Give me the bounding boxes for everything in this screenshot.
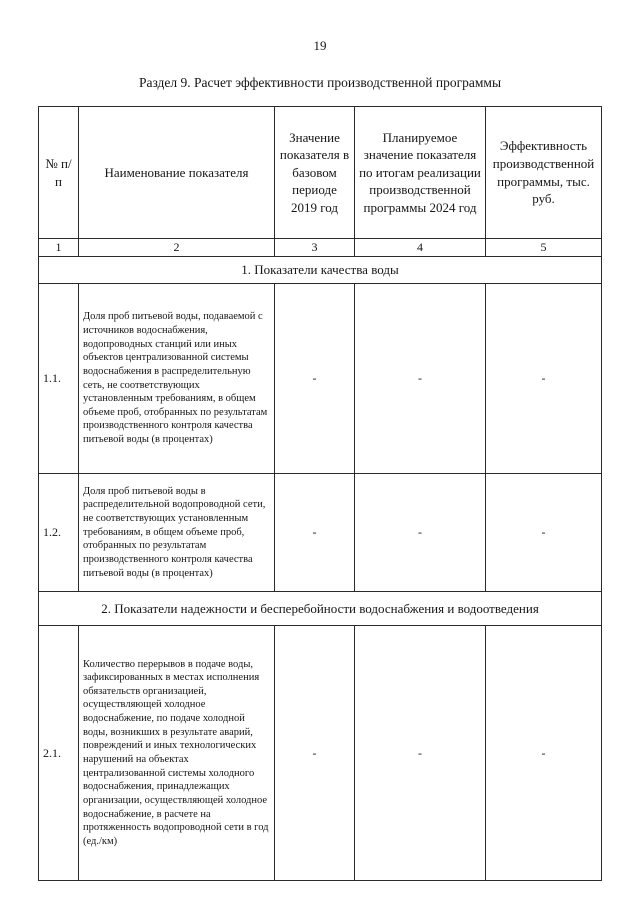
section-title: 1. Показатели качества воды: [39, 257, 602, 284]
header-cell-planned-value-2024: Планируемое значение показателя по итогам реализации производственной программы 2024 год: [355, 107, 486, 239]
page-number: 19: [313, 38, 327, 53]
column-number-cell: 4: [355, 239, 486, 257]
table-row: [39, 284, 602, 474]
table-row: [39, 626, 602, 881]
section-title-row-1: [39, 257, 602, 284]
column-number-cell: 5: [486, 239, 602, 257]
table-row: [39, 474, 602, 592]
indicator-name-cell: Доля проб питьевой воды в распределительной водопроводной сети, не соответствующих установленным требованиям, в общем объеме проб, отобранных по результатам производственного контроля качества питьевой воды (в процентах): [79, 474, 275, 592]
indicators-table: [38, 106, 602, 881]
row-number-cell: 1.2.: [39, 474, 79, 592]
column-number-cell: 1: [39, 239, 79, 257]
header-cell-base-value-2019: Значение показателя в базовом периоде 2019 год: [275, 107, 355, 239]
value-cell-plan: -: [355, 626, 486, 881]
value-cell-base: -: [275, 626, 355, 881]
document-title: Раздел 9. Расчет эффективности производственной программы: [138, 75, 502, 90]
value-cell-efficiency: -: [486, 474, 602, 592]
header-cell-indicator-name: Наименование показателя: [79, 107, 275, 239]
indicator-name-cell: Доля проб питьевой воды, подаваемой с источников водоснабжения, водопроводных станций или иных объектов централизованной системы водоснабжения в распределительную сеть, не соответствующих установленным требованиям, в общем объеме проб, отобранных по результатам производственного контроля качества питьевой воды (в процентах): [79, 284, 275, 474]
indicator-name-cell: Количество перерывов в подаче воды, зафиксированных в местах исполнения обязательств организацией, осуществляющей холодное водоснабжение, по подаче холодной воды, возникших в результате аварий, повреждений и иных технологических нарушений на объектах централизованной системы холодного водоснабжения, принадлежащих организации, осуществляющей холодное водоснабжение, в расчете на протяженность водопроводной сети в год (ед./км): [79, 626, 275, 881]
value-cell-base: -: [275, 474, 355, 592]
header-cell-number: № п/п: [39, 107, 79, 239]
section-title-row-2: [39, 592, 602, 626]
column-numbers-row: [39, 239, 602, 257]
value-cell-plan: -: [355, 474, 486, 592]
column-number-cell: 3: [275, 239, 355, 257]
value-cell-base: -: [275, 284, 355, 474]
value-cell-efficiency: -: [486, 284, 602, 474]
column-number-cell: 2: [79, 239, 275, 257]
table-header-row: [39, 107, 602, 239]
row-number-cell: 1.1.: [39, 284, 79, 474]
section-title: 2. Показатели надежности и бесперебойности водоснабжения и водоотведения: [39, 592, 602, 626]
header-cell-efficiency: Эффективность производственной программы, тыс. руб.: [486, 107, 602, 239]
value-cell-efficiency: -: [486, 626, 602, 881]
row-number-cell: 2.1.: [39, 626, 79, 881]
value-cell-plan: -: [355, 284, 486, 474]
